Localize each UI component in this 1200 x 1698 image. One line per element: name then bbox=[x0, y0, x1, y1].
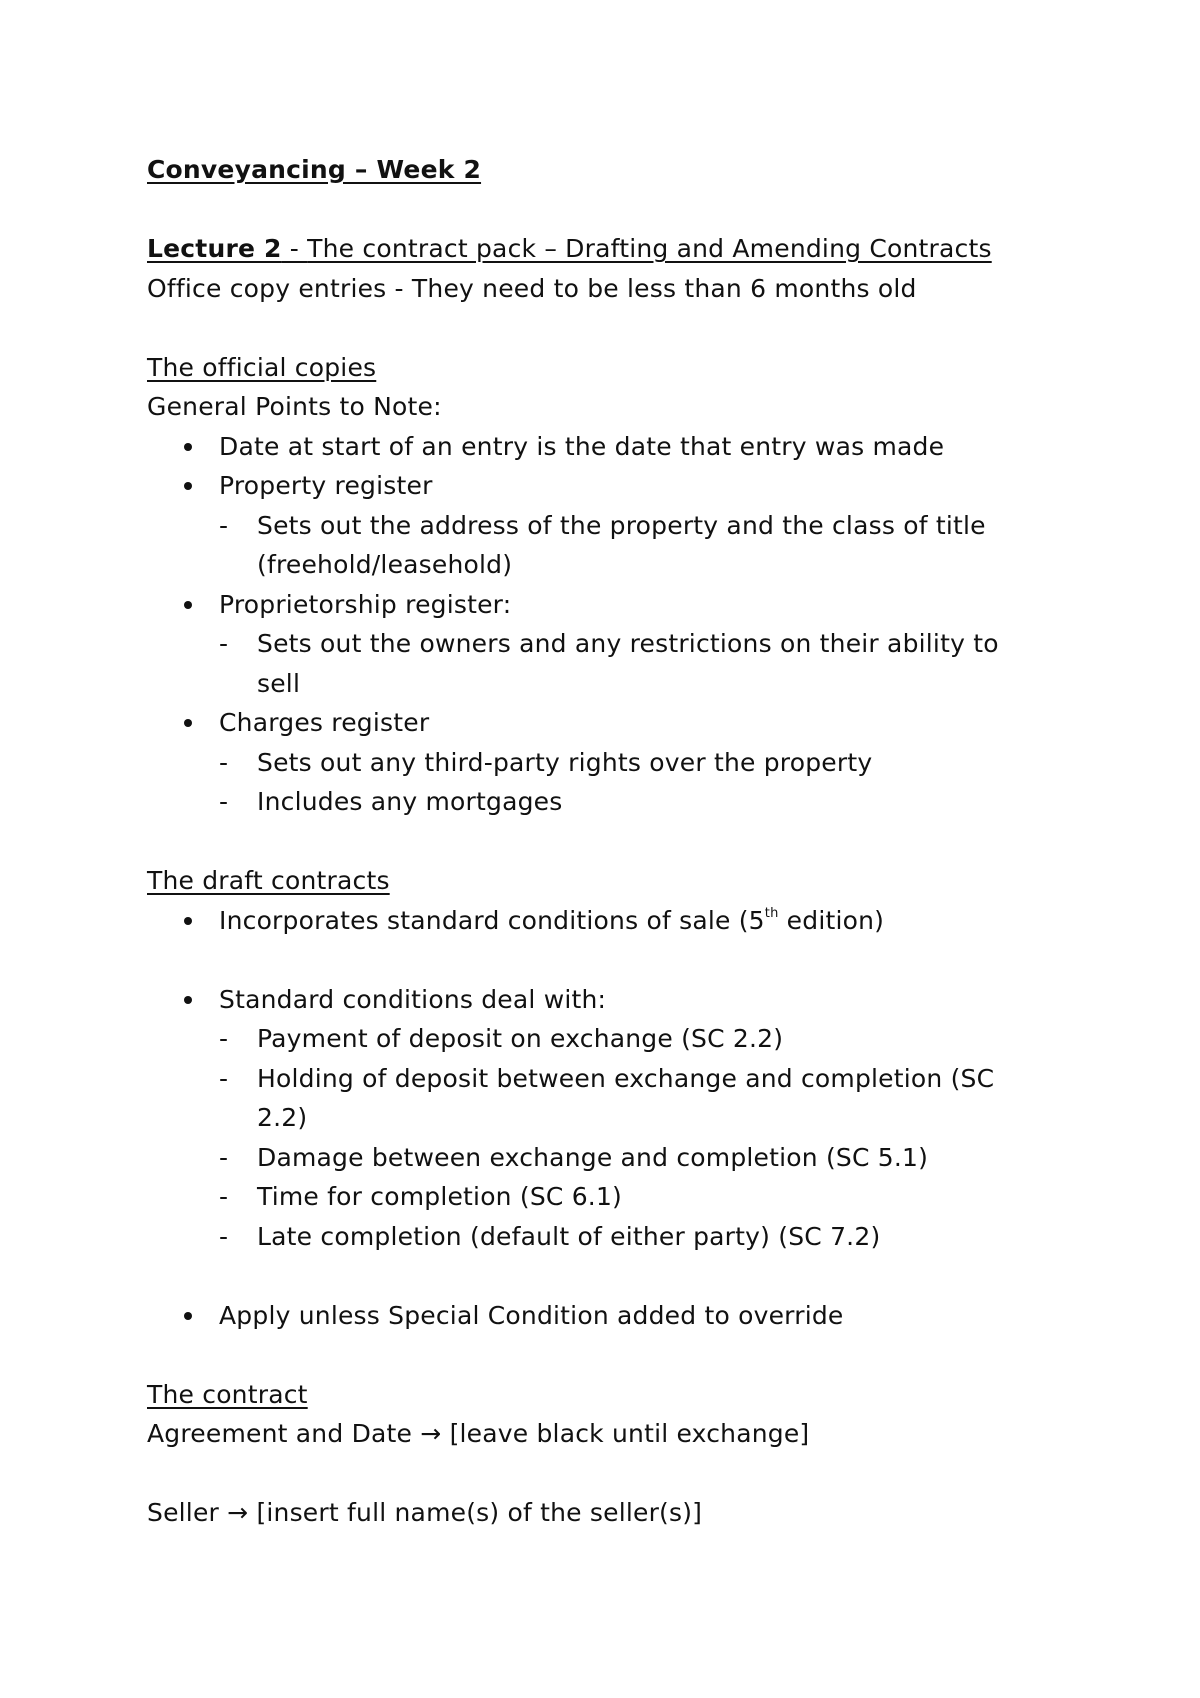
section-heading-draft-contracts: The draft contracts bbox=[147, 866, 390, 895]
dash-item: - Includes any mortgages bbox=[147, 782, 1067, 822]
bullet-item bbox=[147, 901, 1067, 941]
bullet-item: Apply unless Special Condition added to override bbox=[147, 1296, 1067, 1336]
bullet-item: Charges register bbox=[147, 703, 1067, 743]
bullet-item: Date at start of an entry is the date that entry was made bbox=[147, 427, 1067, 467]
dash-item: - Sets out the owners and any restrictions on their ability to bbox=[147, 624, 1067, 664]
bullet-text: edition) bbox=[778, 905, 885, 935]
section-heading-official-copies: The official copies bbox=[147, 352, 377, 382]
lecture-heading bbox=[147, 229, 1067, 269]
dash-item: - Late completion (default of either party) (SC 7.2) bbox=[147, 1217, 1067, 1257]
office-copy-note: Office copy entries - They need to be less than 6 months old bbox=[147, 273, 917, 303]
document-page bbox=[147, 150, 1067, 1533]
section-heading-the-contract: The contract bbox=[147, 1379, 308, 1409]
bullet-text: Incorporates standard conditions of sale (5 bbox=[219, 905, 765, 935]
dash-item: - Sets out any third-party rights over the property bbox=[147, 743, 1067, 783]
dash-item-continuation: 2.2) bbox=[257, 1103, 308, 1132]
dash-item: - Holding of deposit between exchange and completion (SC bbox=[147, 1059, 1067, 1099]
spacer bbox=[147, 308, 1067, 348]
bullet-item: Standard conditions deal with: bbox=[147, 980, 1067, 1020]
dash-item: - Damage between exchange and completion (SC 5.1) bbox=[147, 1138, 1067, 1178]
spacer bbox=[147, 940, 1067, 980]
spacer bbox=[147, 1335, 1067, 1375]
spacer bbox=[147, 822, 1067, 862]
general-points-intro: General Points to Note: bbox=[147, 392, 442, 421]
page-title: Conveyancing – Week 2 bbox=[147, 155, 482, 184]
superscript: th bbox=[764, 906, 779, 922]
dash-item: - Time for completion (SC 6.1) bbox=[147, 1177, 1067, 1217]
spacer bbox=[147, 190, 1067, 230]
bullet-item: Proprietorship register: bbox=[147, 585, 1067, 625]
dash-item: - Payment of deposit on exchange (SC 2.2) bbox=[147, 1019, 1067, 1059]
lecture-dash: - bbox=[281, 234, 308, 263]
lecture-label: Lecture 2 bbox=[147, 234, 282, 263]
agreement-and-date-line: Agreement and Date → [leave black until exchange] bbox=[147, 1419, 810, 1448]
seller-line: Seller → [insert full name(s) of the seller(s)] bbox=[147, 1498, 703, 1527]
spacer bbox=[147, 1454, 1067, 1494]
dash-item-continuation: (freehold/leasehold) bbox=[257, 550, 513, 579]
dash-item: - Sets out the address of the property and the class of title bbox=[147, 506, 1067, 546]
dash-item-continuation: sell bbox=[257, 668, 301, 698]
lecture-title: The contract pack – Drafting and Amending Contracts bbox=[307, 234, 992, 263]
spacer bbox=[147, 1256, 1067, 1296]
bullet-item: Property register bbox=[147, 466, 1067, 506]
